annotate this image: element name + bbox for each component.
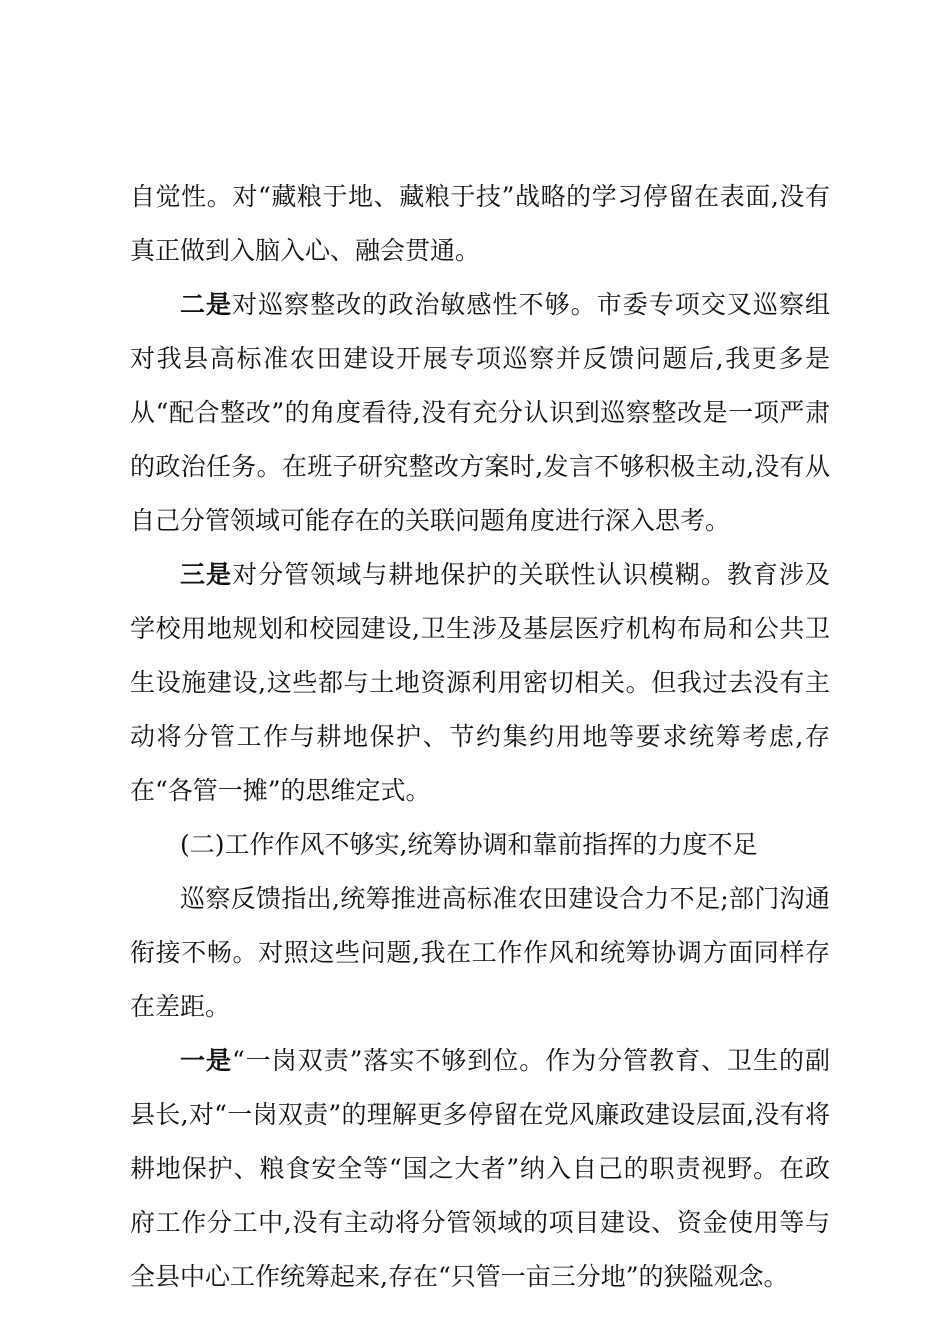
section-heading xyxy=(130,818,830,872)
paragraph-lead: 一是 xyxy=(180,1046,232,1075)
document-body xyxy=(130,170,830,1304)
paragraph-lead: 三是 xyxy=(180,560,233,589)
paragraph-text: “一岗双责”落实不够到位。作为分管教育、卫生的副县长,对“一岗双责”的理解更多停留在党风廉政建设层面,没有将耕地保护、粮食安全等“国之大者”纳入自己的职责视野。在政府工作分工中,没有主动将分管领域的项目建设、资金使用等与全县中心工作统筹起来,存在“只管一亩三分地”的狭隘观念。 xyxy=(130,1046,830,1291)
paragraph-text: 对巡察整改的政治敏感性不够。市委专项交叉巡察组对我县高标准农田建设开展专项巡察并反馈问题后,我更多是从“配合整改”的角度看待,没有充分认识到巡察整改是一项严肃的政治任务。在班子研究整改方案时,发言不够积极主动,没有从自己分管领域可能存在的关联问题角度进行深入思考。 xyxy=(130,290,830,535)
paragraph-text: 自觉性。对“藏粮于地、藏粮于技”战略的学习停留在表面,没有真正做到入脑入心、融会贯通。 xyxy=(130,182,830,265)
paragraph-inspection-feedback xyxy=(130,872,830,1034)
paragraph-second-point xyxy=(130,278,830,548)
paragraph-first-point xyxy=(130,1034,830,1304)
paragraph-third-point xyxy=(130,548,830,818)
paragraph-continuation xyxy=(130,170,830,278)
paragraph-text: 对分管领域与耕地保护的关联性认识模糊。教育涉及学校用地规划和校园建设,卫生涉及基层医疗机构布局和公共卫生设施建设,这些都与土地资源利用密切相关。但我过去没有主动将分管工作与耕地保护、节约集约用地等要求统筹考虑,存在“各管一摊”的思维定式。 xyxy=(130,560,830,805)
paragraph-lead: 二是 xyxy=(180,290,233,319)
section-heading-text: (二)工作作风不够实,统筹协调和靠前指挥的力度不足 xyxy=(180,830,758,859)
paragraph-text: 巡察反馈指出,统筹推进高标准农田建设合力不足;部门沟通衔接不畅。对照这些问题,我在工作作风和统筹协调方面同样存在差距。 xyxy=(130,884,830,1021)
